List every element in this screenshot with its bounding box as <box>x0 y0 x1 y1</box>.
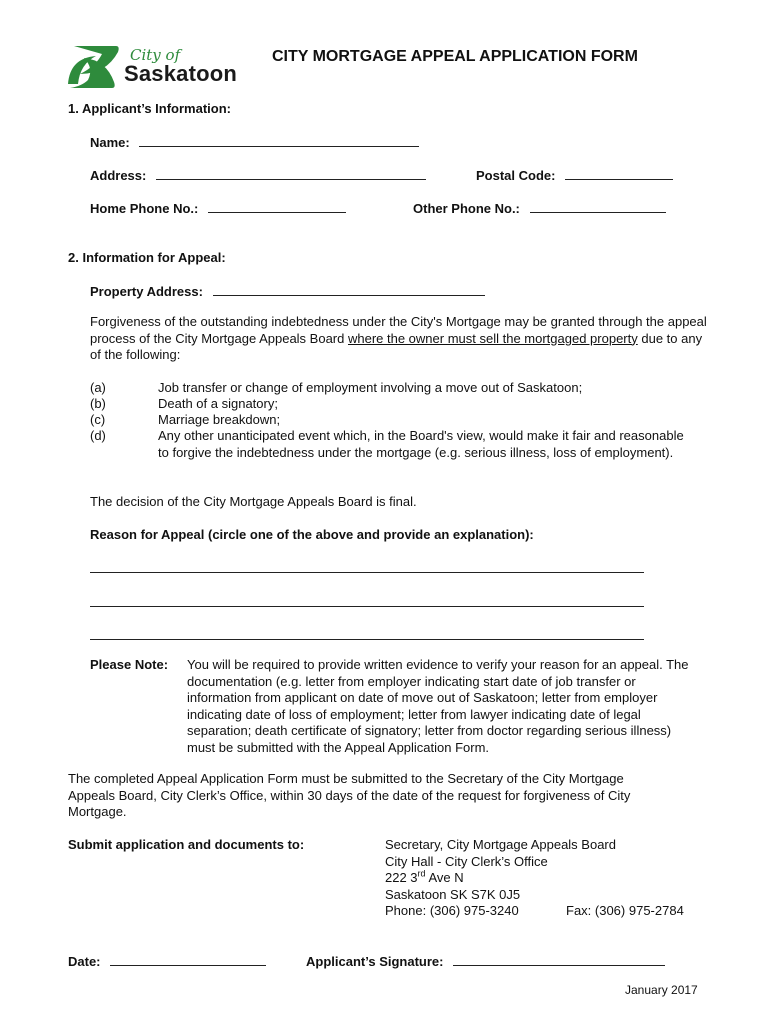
property-address-field[interactable] <box>213 283 485 296</box>
date-label: Date: <box>68 954 101 969</box>
home-phone-label: Home Phone No.: <box>90 201 199 216</box>
section2-heading: 2. Information for Appeal: <box>68 250 226 265</box>
list-item <box>90 396 710 413</box>
other-phone-row <box>413 200 666 216</box>
date-row <box>68 953 266 969</box>
form-title: CITY MORTGAGE APPEAL APPLICATION FORM <box>272 48 638 65</box>
address-label: Address: <box>90 168 147 183</box>
list-item <box>90 412 710 429</box>
home-phone-field[interactable] <box>208 200 346 213</box>
logo-saskatoon: Saskatoon <box>124 61 238 86</box>
property-row <box>90 283 485 299</box>
city-logo <box>66 44 246 90</box>
name-row <box>90 134 419 150</box>
other-phone-label: Other Phone No.: <box>413 201 520 216</box>
name-field[interactable] <box>139 134 419 147</box>
home-phone-row <box>90 200 346 216</box>
list-item-text: Death of a signatory; <box>158 396 278 411</box>
list-item <box>90 428 710 480</box>
submit-fax: Fax: (306) 975-2784 <box>566 903 684 918</box>
note-text: You will be required to provide written evidence to verify your reason for an appeal. The documentation (e.g. letter from employer indicating start date of job transfer or information from applicant on date of move out of Saskatoon; letter from employer indicating date of loss of employment; letter from lawyer indicating date of legal separation; death certificate of signatory; letter from doctor regarding serious illness) must be submitted with the Appeal Application Form. <box>187 657 689 755</box>
forgiveness-intro: Forgiveness of the outstanding indebtedness under the City's Mortgage may be granted through the appeal process of the City Mortgage Appeals Board where the owner must sell the mortgaged property due to any of the following: <box>90 314 707 362</box>
list-item-label: (d) <box>90 428 106 443</box>
reason-label: Reason for Appeal (circle one of the above and provide an explanation): <box>90 527 534 542</box>
signature-label: Applicant’s Signature: <box>306 954 444 969</box>
list-item-label: (c) <box>90 412 106 427</box>
submit-address <box>385 837 715 920</box>
reason-line-3[interactable] <box>90 627 644 640</box>
note-label: Please Note: <box>90 657 169 672</box>
submit-phone: Phone: (306) 975-3240 <box>385 903 519 918</box>
name-label: Name: <box>90 135 130 150</box>
reason-line-2[interactable] <box>90 594 644 607</box>
saskatoon-logo-icon <box>66 44 120 90</box>
signature-field[interactable] <box>453 953 665 966</box>
submit-phone-fax <box>385 903 715 920</box>
other-phone-field[interactable] <box>530 200 666 213</box>
address-row <box>90 167 426 183</box>
list-item-text: Any other unanticipated event which, in the Board's view, would make it fair and reasonable to forgive the indebtedness under the mortgage (e.g. serious illness, loss of employment). <box>158 428 684 460</box>
list-item-label: (a) <box>90 380 106 395</box>
list-item-text: Marriage breakdown; <box>158 412 281 427</box>
signature-row <box>306 953 665 969</box>
logo-city-of: City of <box>130 46 181 64</box>
date-field[interactable] <box>110 953 266 966</box>
property-label: Property Address: <box>90 284 203 299</box>
list-item-text: Job transfer or change of employment involving a move out of Saskatoon; <box>158 380 583 395</box>
footer-date: January 2017 <box>625 983 698 997</box>
reason-line-1[interactable] <box>90 560 644 573</box>
submit-line2: City Hall - City Clerk’s Office <box>385 853 548 869</box>
submission-text: The completed Appeal Application Form must be submitted to the Secretary of the City Mortgage Appeals Board, City Clerk’s Office, within 30 days of the date of the request for forgiveness of City Mortgage. <box>68 771 631 819</box>
submit-line4: Saskatoon SK S7K 0J5 <box>385 886 521 902</box>
decision-text: The decision of the City Mortgage Appeals Board is final. <box>90 494 417 509</box>
postal-row <box>476 167 673 183</box>
list-item-label: (b) <box>90 396 106 411</box>
submit-street: 222 3rd Ave N <box>385 868 464 885</box>
postal-field[interactable] <box>565 167 673 180</box>
submit-line1: Secretary, City Mortgage Appeals Board <box>385 837 616 852</box>
intro-underlined: where the owner must sell the mortgaged property <box>347 330 638 346</box>
list-item <box>90 380 710 397</box>
section1-heading: 1. Applicant’s Information: <box>68 101 231 116</box>
submit-label: Submit application and documents to: <box>68 837 305 852</box>
address-field[interactable] <box>156 167 426 180</box>
postal-label: Postal Code: <box>476 168 556 183</box>
